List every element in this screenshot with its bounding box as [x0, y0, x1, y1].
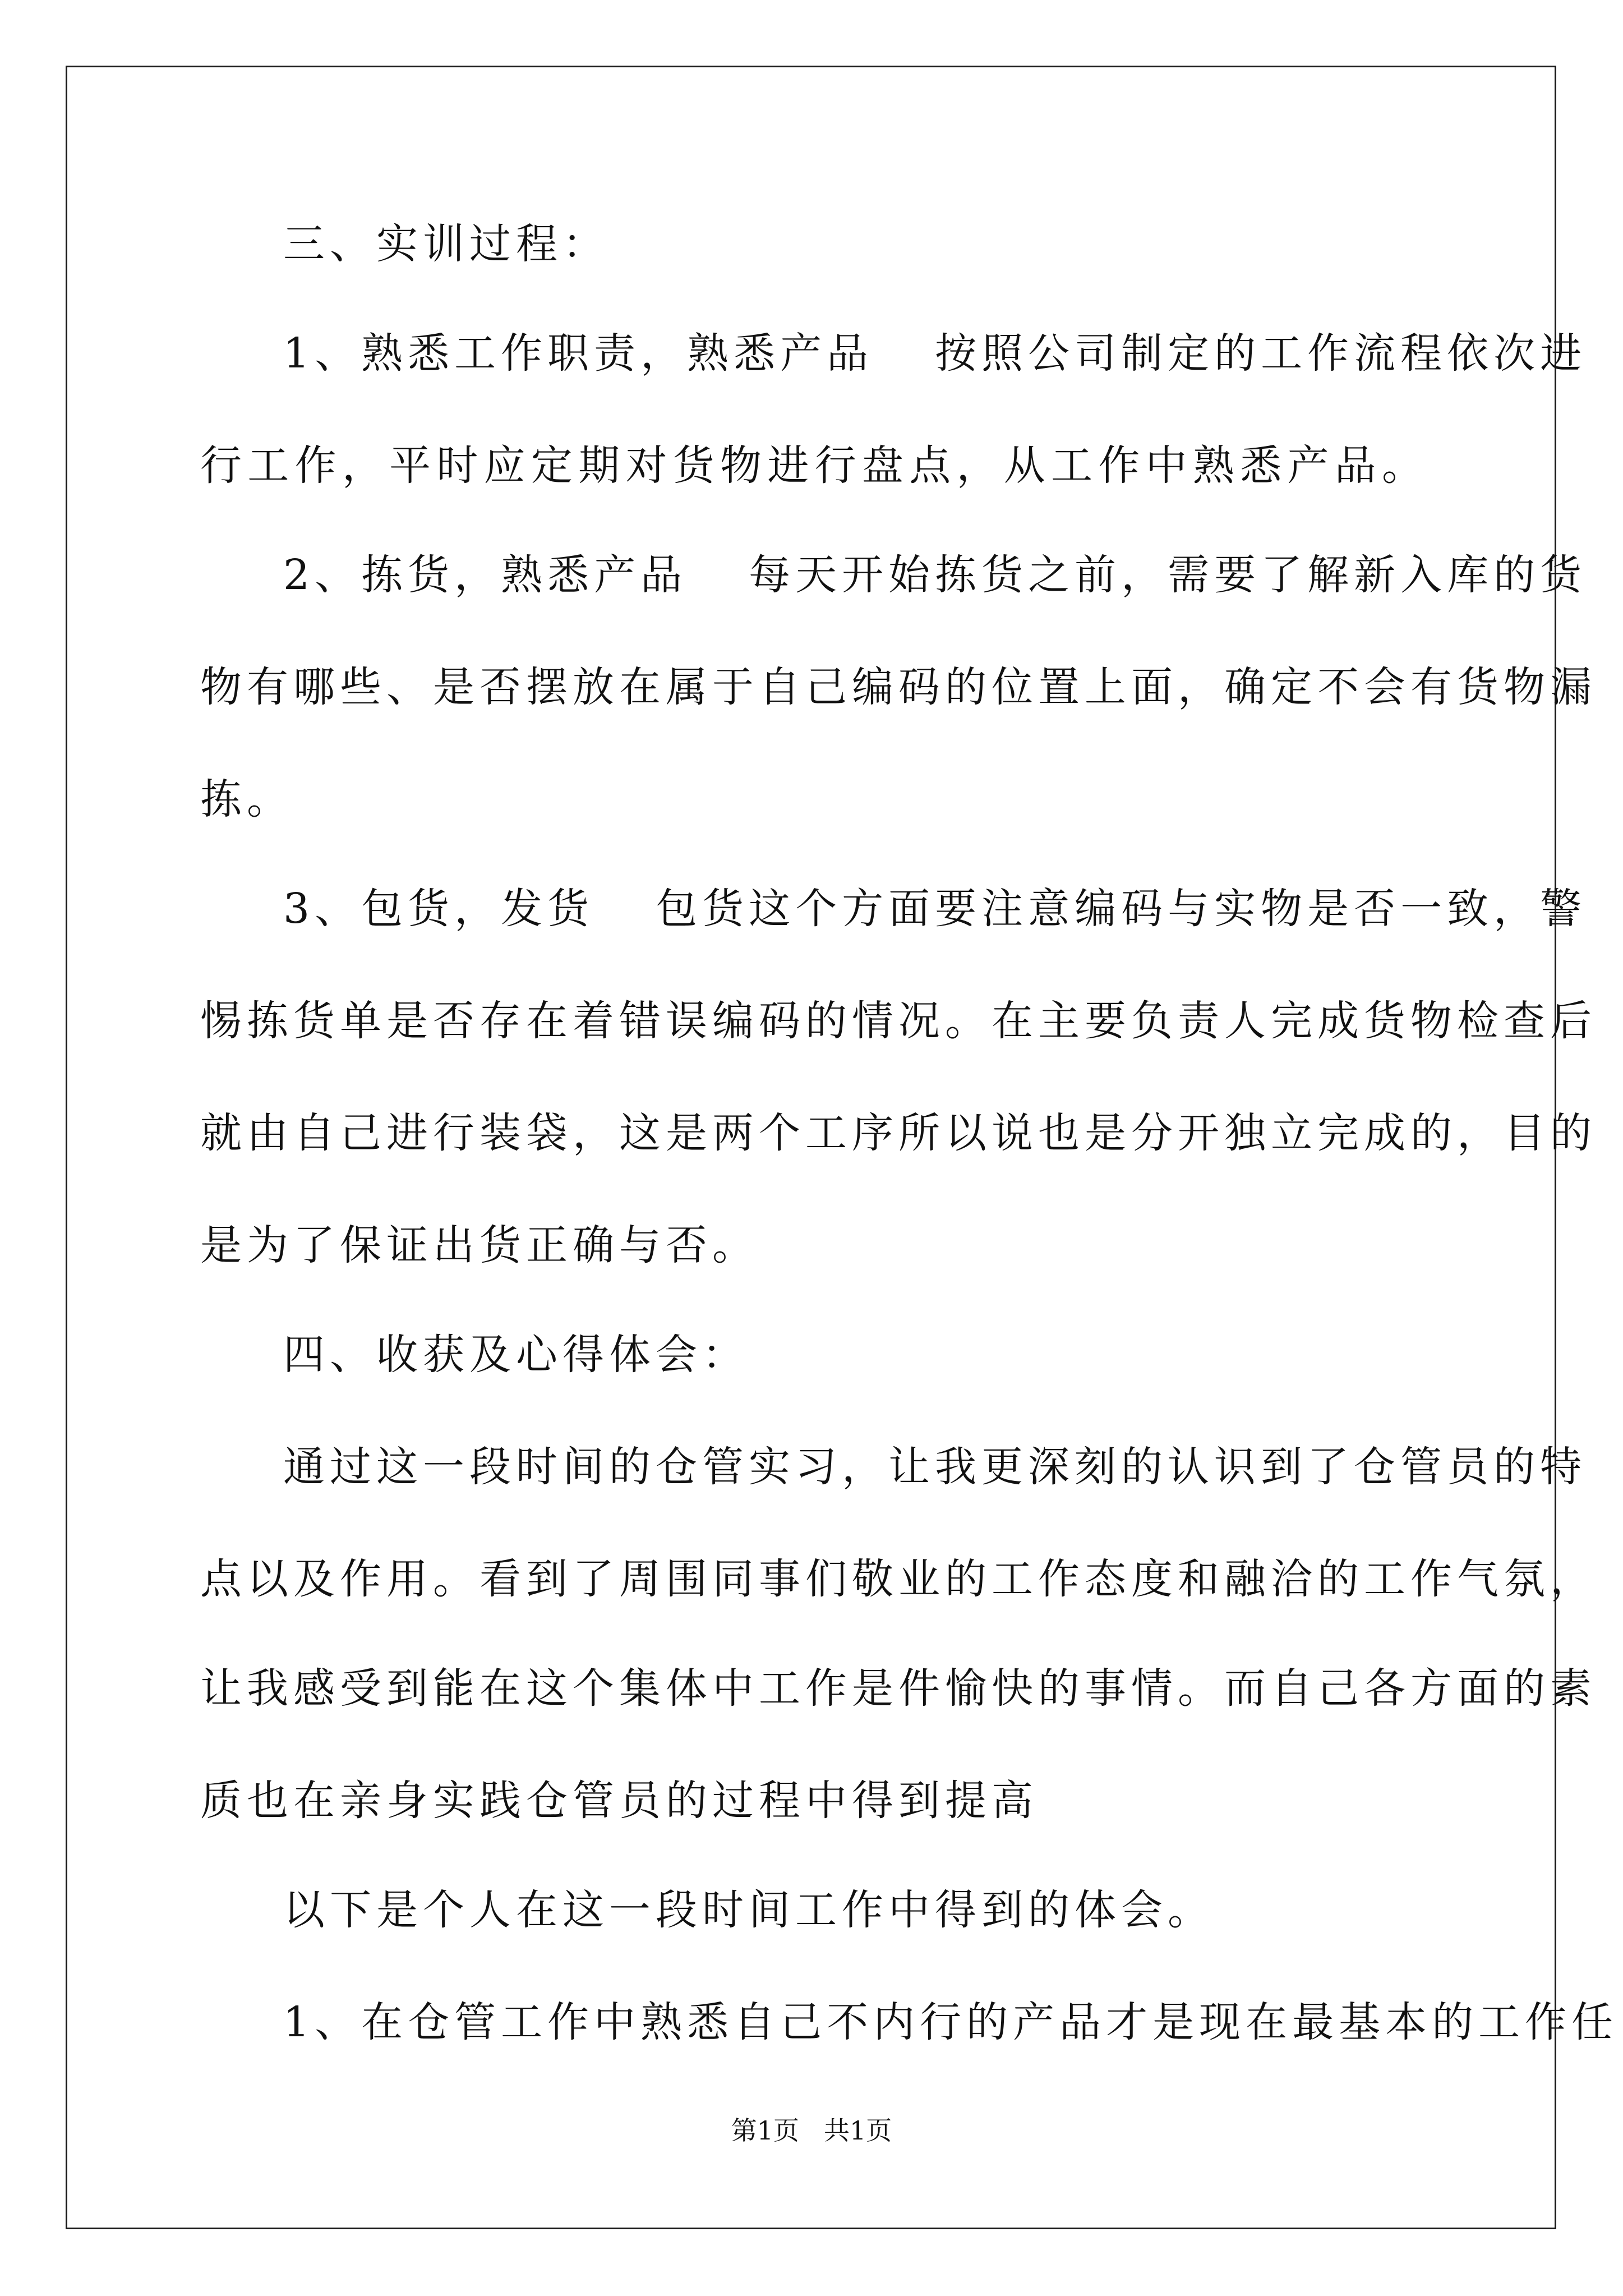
paragraph-line — [200, 325, 1587, 381]
paragraph-line: 是为了保证出货正确与否。 — [200, 1221, 759, 1269]
section-heading-gains: 四、收获及心得体会： — [283, 1331, 749, 1379]
page-number: 第1页 — [731, 2115, 799, 2146]
paragraph-line: 行工作，平时应定期对货物进行盘点，从工作中熟悉产品。 — [200, 441, 1428, 490]
paragraph-line: 质也在亲身实践仓管员的过程中得到提高 — [200, 1777, 1038, 1825]
section-heading-training-process: 三、实训过程： — [283, 220, 609, 268]
paragraph-line: 以下是个人在这一段时间工作中得到的体会。 — [283, 1886, 1214, 1934]
item-title: 3、包货，发货 — [283, 885, 594, 933]
paragraph-line: 通过这一段时间的仓管实习，让我更深刻的认识到了仓管员的特 — [283, 1443, 1587, 1491]
page-total: 共1页 — [824, 2115, 892, 2146]
paragraph-line: 让我感受到能在这个集体中工作是件愉快的事情。而自己各方面的素 — [200, 1664, 1597, 1713]
item-title: 1、熟悉工作职责，熟悉产品 — [283, 329, 874, 378]
paragraph-line: 物有哪些、是否摆放在属于自己编码的位置上面，确定不会有货物漏 — [200, 663, 1597, 711]
item-text: 每天开始拣货之前，需要了解新入库的货 — [749, 551, 1587, 599]
item-text: 包货这个方面要注意编码与实物是否一致，警 — [656, 885, 1587, 933]
page-footer — [0, 2114, 1623, 2147]
paragraph-line: 就由自己进行装袋，这是两个工序所以说也是分开独立完成的，目的 — [200, 1109, 1597, 1157]
item-title: 2、拣货，熟悉产品 — [283, 551, 688, 599]
paragraph-line: 点以及作用。看到了周围同事们敬业的工作态度和融洽的工作气氛， — [200, 1555, 1597, 1603]
paragraph-line: 1、在仓管工作中熟悉自己不内行的产品才是现在最基本的工作任 — [283, 1998, 1619, 2046]
paragraph-line: 拣。 — [200, 775, 293, 823]
paragraph-line: 惕拣货单是否存在着错误编码的情况。在主要负责人完成货物检查后 — [200, 997, 1597, 1045]
paragraph-line — [200, 547, 1587, 603]
paragraph-line — [200, 881, 1587, 937]
item-text: 按照公司制定的工作流程依次进 — [935, 329, 1587, 378]
